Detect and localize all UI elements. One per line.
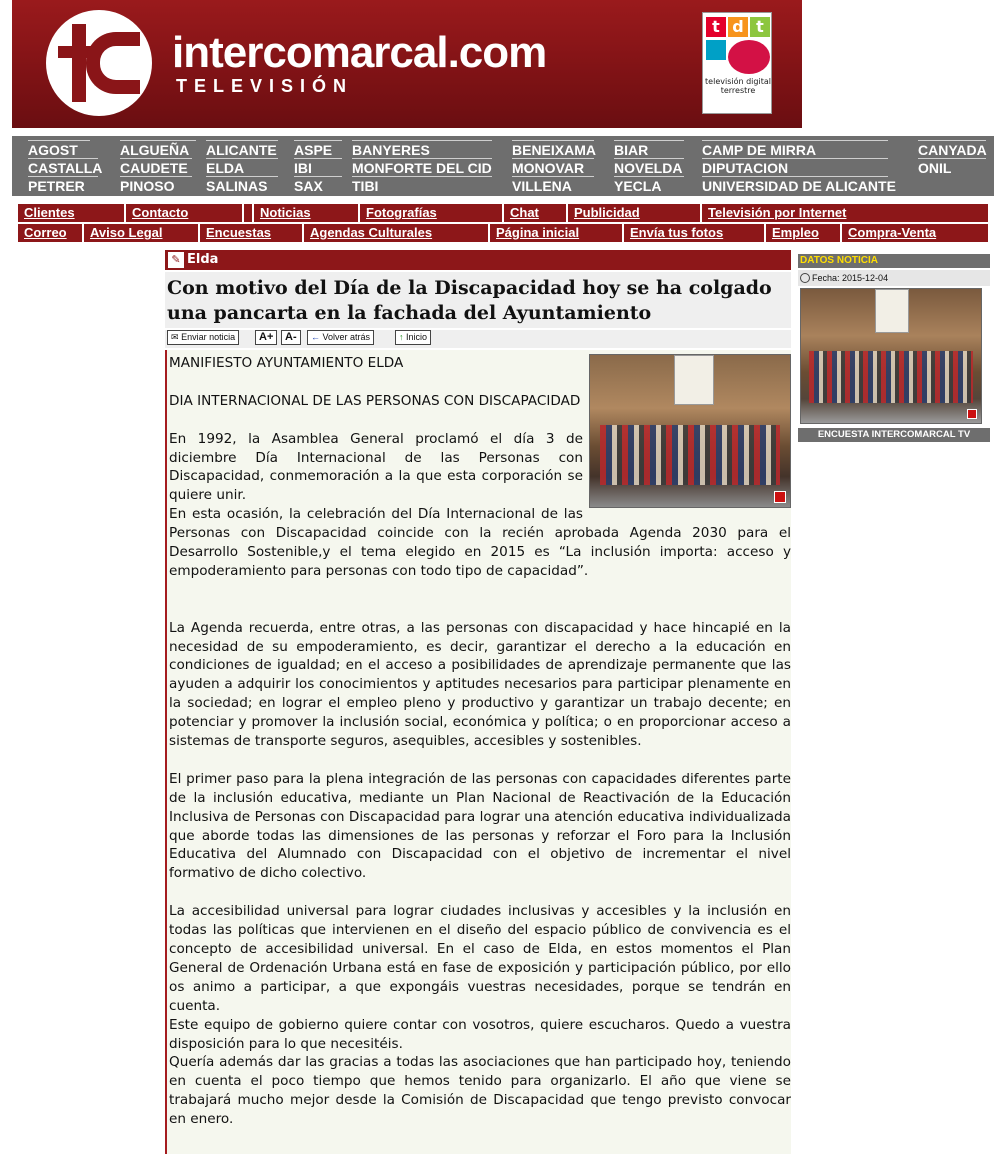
article [165, 250, 791, 1154]
category-icon: ✎ [168, 252, 184, 268]
article-title: Con motivo del Día de la Discapacidad hoy se ha colgado una pancarta en la fachada del Ayuntamiento [167, 277, 772, 324]
towns-nav [12, 136, 994, 196]
link-publicidad[interactable]: Publicidad [566, 204, 640, 222]
font-decrease-button[interactable] [281, 330, 301, 345]
link-compra-venta[interactable]: Compra-Venta [840, 224, 936, 242]
link-correo[interactable]: Correo [24, 225, 67, 240]
town-link[interactable]: NOVELDA [614, 160, 683, 176]
home-button[interactable] [395, 330, 431, 345]
link-encuestas[interactable]: Encuestas [198, 224, 271, 242]
links-row-1 [18, 204, 988, 222]
link-contacto[interactable]: Contacto [124, 204, 188, 222]
envelope-icon: ✉ [171, 332, 179, 342]
link-agendas-culturales[interactable]: Agendas Culturales [302, 224, 432, 242]
date-value: 2015-12-04 [842, 273, 889, 283]
town-link[interactable]: AGOST [28, 140, 90, 158]
back-label: Volver atrás [322, 332, 371, 342]
town-link[interactable]: BENEIXAMA [512, 142, 597, 158]
header-blank [802, 0, 1006, 128]
photo-crowd [600, 425, 780, 485]
send-news-button[interactable] [167, 330, 239, 345]
town-link[interactable]: DIPUTACION [702, 158, 888, 176]
watermark-icon [967, 409, 977, 419]
paragraph-gap [169, 600, 791, 619]
site-header [12, 0, 802, 128]
paragraph: La accesibilidad universal para lograr ciudades inclusivas y accesibles y la inclusión en todas las políticas que intervienen en el diseño del espacio público de convivencia es el concepto de accesibilidad universal. En el caso de Elda, en estos momentos el Plan General de Ordenación Urbana está en fase de exposición y participación público, por ello os animo a participar, a que expongáis vuestras necesidades, porque se tendrán en cuenta. [169, 903, 791, 1014]
town-link[interactable]: ASPE [294, 140, 342, 158]
category-bar [165, 250, 791, 270]
link-envia-fotos[interactable]: Envía tus fotos [622, 224, 723, 242]
paragraph: En 1992, la Asamblea General proclamó el día 3 de diciembre Día Internacional de las Personas con Discapacidad, conmemoración a la que esta corporación se quiere unir. [169, 430, 583, 504]
town-link[interactable]: ALGUEÑA [120, 140, 196, 158]
category-label[interactable]: Elda [187, 252, 219, 267]
photo-banner [674, 355, 714, 405]
paragraph-gap [169, 883, 791, 902]
town-link[interactable]: UNIVERSIDAD DE ALICANTE [702, 178, 896, 194]
paragraph: La Agenda recuerda, entre otras, a las personas con discapacidad y hace hincapié en la necesidad de su empoderamiento, es decir, garantizar el derecho a la educación en condiciones de igualdad; en el acceso a posibilidades de aprendizaje permanente que las ayuden a adquirir los conocimientos y aptitudes necesarios para participar plenamente en la sociedad; en lograr el empleo pleno y productivo y garantizar un trabajo decente; en potenciar y promover la inclusión social, económica y política; o en proporcionar acceso a sistemas de transporte seguros, asequibles, accesibles y sostenibles. [169, 619, 791, 750]
link-clientes[interactable]: Clientes [24, 205, 75, 220]
town-link[interactable]: SAX [294, 176, 342, 194]
paragraph: MANIFIESTO AYUNTAMIENTO ELDA [169, 355, 404, 371]
font-decrease-label: A- [285, 331, 297, 343]
link-separator [242, 204, 248, 222]
town-link[interactable]: BIAR [614, 140, 684, 158]
news-date [798, 270, 990, 286]
site-links [12, 200, 994, 246]
town-link[interactable]: ELDA [206, 158, 278, 176]
news-data-heading: DATOS NOTICIA [798, 254, 990, 268]
article-photo[interactable] [589, 354, 791, 508]
back-button[interactable] [307, 330, 374, 345]
send-news-label: Enviar noticia [181, 332, 236, 342]
arrow-up-icon: ↑ [399, 332, 404, 342]
link-pagina-inicial[interactable]: Página inicial [488, 224, 579, 242]
links-row-2 [18, 224, 988, 242]
paragraph: DIA INTERNACIONAL DE LAS PERSONAS CON DISCAPACIDAD [169, 392, 581, 409]
arrow-left-icon: ← [311, 332, 320, 342]
tdt-letter: d [728, 17, 748, 37]
brand-name[interactable]: intercomarcal.com [172, 28, 547, 77]
date-label: Fecha: [812, 273, 840, 283]
site-logo[interactable] [46, 10, 152, 116]
font-increase-label: A+ [259, 331, 274, 343]
font-increase-button[interactable] [255, 330, 277, 345]
link-noticias[interactable]: Noticias [252, 204, 311, 222]
town-link[interactable]: CAMP DE MIRRA [702, 140, 888, 158]
link-chat[interactable]: Chat [502, 204, 539, 222]
town-link[interactable]: VILLENA [512, 176, 594, 194]
paragraph-gap [169, 751, 791, 770]
town-link[interactable]: MONOVAR [512, 158, 594, 176]
paragraph-gap [169, 581, 791, 600]
article-body [165, 350, 791, 1154]
photo-banner [875, 289, 909, 333]
town-link[interactable]: IBI [294, 158, 342, 176]
tdt-letter: t [706, 17, 726, 37]
town-link[interactable]: MONFORTE DEL CID [352, 160, 492, 176]
town-link[interactable]: CAUDETE [120, 158, 192, 176]
tdt-caption: televisión digital terrestre [705, 77, 771, 95]
link-aviso-legal[interactable]: Aviso Legal [82, 224, 162, 242]
paragraph: En esta ocasión, la celebración del Día Internacional de las Personas con Discapacidad coincide con la recién aprobada Agenda 2030 para el Desarrollo Sostenible,y el tema elegido en 2015 es “La inclusión importa: acceso y empoderamiento para personas con todo tipo de capacidad”. [169, 506, 791, 579]
paragraph: Quería además dar las gracias a todas las asociaciones que han participado hoy, teniendo en cuenta el poco tiempo que hemos tenido para organizarlo. El año que viene se trabajará mucho mejor desde la Comisión de Discapacidad que tengo previsto convocar en enero. [169, 1054, 791, 1128]
town-link[interactable]: SALINAS [206, 176, 278, 194]
home-label: Inicio [406, 332, 428, 342]
town-link[interactable]: CASTALLA [28, 160, 103, 176]
paragraph: Este equipo de gobierno quiere contar con vosotros, quiere escucharos. Quedo a vuestra disposición para lo que necesitéis. [169, 1016, 791, 1052]
link-empleo[interactable]: Empleo [764, 224, 819, 242]
town-link[interactable]: ONIL [918, 158, 986, 176]
tdt-logo[interactable] [702, 12, 772, 114]
brand-subtitle: TELEVISIÓN [176, 76, 354, 96]
link-television-internet[interactable]: Televisión por Internet [700, 204, 846, 222]
town-link[interactable]: CANYADA [918, 142, 987, 158]
town-link[interactable]: YECLA [614, 176, 684, 194]
town-link[interactable]: PINOSO [120, 176, 192, 194]
town-link[interactable]: BANYERES [352, 140, 492, 158]
title-box [165, 272, 791, 328]
news-data-panel [798, 254, 990, 442]
poll-link[interactable]: ENCUESTA INTERCOMARCAL TV [798, 428, 990, 442]
town-link[interactable]: PETRER [28, 176, 98, 194]
town-link[interactable]: TIBI [352, 176, 492, 194]
tdt-letter: t [750, 17, 770, 37]
clock-icon [800, 273, 810, 283]
photo-crowd [809, 351, 973, 403]
article-text [169, 354, 791, 1129]
town-link[interactable]: ALICANTE [206, 142, 277, 158]
paragraph: El primer paso para la plena integración de las personas con capacidades diferentes parte de la inclusión educativa, mediante un Plan Nacional de Reactivación de la Educación Inclusiva de Personas con Discapacidad para lograr una atención educativa individualizada que aborde todas las dimensiones de las personas y reforzar el Foro para la Inclusión Educativa del Alumnado con Discapacidad con el objetivo de incrementar el nivel formativo de dicho colectivo. [169, 770, 791, 882]
link-fotografias[interactable]: Fotografías [358, 204, 437, 222]
news-thumbnail[interactable] [800, 288, 982, 424]
watermark-icon [774, 491, 786, 503]
article-toolbar [165, 330, 791, 348]
